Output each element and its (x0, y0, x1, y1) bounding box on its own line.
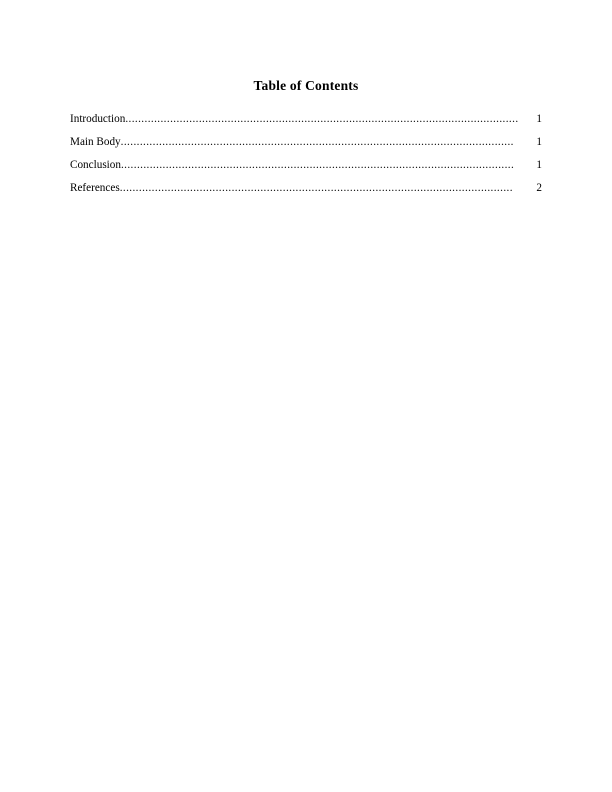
list-item[interactable] (70, 113, 542, 126)
toc-leader-dots: ........................................................................................................................... (125, 113, 519, 125)
toc-entry-label: Conclusion (70, 158, 121, 171)
table-of-contents-list (70, 113, 542, 195)
toc-entry-page-number: 1 (536, 158, 542, 171)
toc-leader-dots: ........................................................................................................................... (120, 135, 514, 148)
toc-leader-dots: ........................................................................................................................... (119, 181, 513, 194)
toc-leader-dots: ........................................................................................................................... (120, 158, 515, 171)
toc-entry-page-number: 2 (536, 181, 542, 194)
toc-entry-label: Introduction (70, 113, 126, 125)
toc-entry-label: Main Body (70, 135, 121, 148)
toc-entry-page-number: 1 (536, 135, 542, 148)
toc-entry-label: References (70, 181, 120, 194)
toc-entry-page-number: 1 (536, 113, 542, 125)
list-item[interactable] (70, 182, 542, 195)
page-title: Table of Contents (253, 78, 359, 93)
list-item[interactable] (70, 159, 542, 172)
list-item[interactable] (70, 136, 542, 149)
document-body (70, 78, 542, 205)
